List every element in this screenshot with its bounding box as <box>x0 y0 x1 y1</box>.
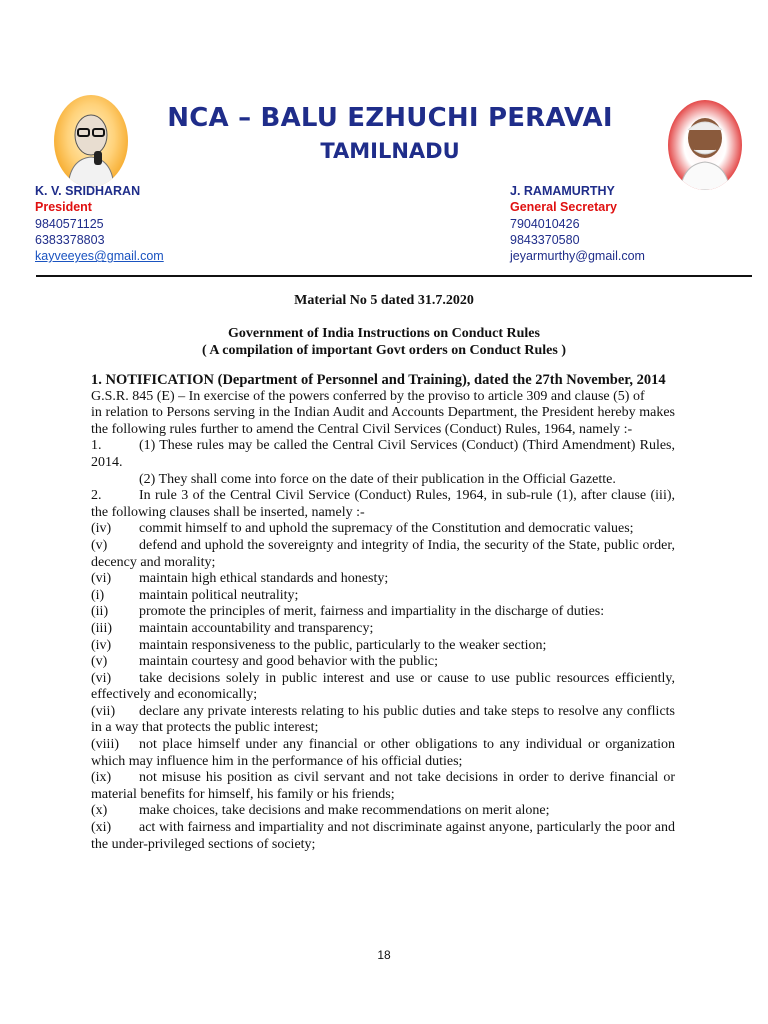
material-number: Material No 5 dated 31.7.2020 <box>294 293 474 308</box>
clause-number: (xi) <box>91 820 112 836</box>
secretary-phone-1: 7904010426 <box>510 216 580 231</box>
clause-number: (v) <box>91 537 108 553</box>
secretary-phone-2: 9843370580 <box>510 232 580 247</box>
clause-item <box>91 638 675 655</box>
clause-number: (iv) <box>91 521 112 537</box>
clause-item <box>91 621 675 638</box>
clause-item <box>91 571 675 588</box>
clause-text: make choices, take decisions and make recommendations on merit alone; <box>139 803 550 819</box>
clause-text: not place himself under any financial or other obligations to any individual or organization which may influence him in the performance of his official duties; <box>91 737 675 769</box>
secretary-role: General Secretary <box>510 200 618 215</box>
relation-paragraph: in relation to Persons serving in the Indian Audit and Accounts Department, the President hereby makes the following rules further to amend the Central Civil Services (Conduct) Rules, 1964, namely :- <box>91 405 675 437</box>
clause-number: (vi) <box>91 571 112 587</box>
clause-text: maintain courtesy and good behavior with the public; <box>139 654 438 670</box>
secretary-contact <box>510 183 645 264</box>
clause-number: (iii) <box>91 620 112 636</box>
notification-heading: 1. NOTIFICATION (Department of Personnel and Training), dated the 27th November, 2014 <box>91 372 666 388</box>
clause-item <box>91 820 675 853</box>
rule-number: 1. <box>91 438 102 454</box>
rule-2 <box>91 488 675 521</box>
document-title-line-2: ( A compilation of important Govt orders on Conduct Rules ) <box>202 343 566 358</box>
clause-text: declare any private interests relating to his public duties and take steps to resolve any conflicts in a way that protects the public interest; <box>91 703 675 736</box>
org-title: NCA – BALU EZHUCHI PERAVAI <box>167 103 613 133</box>
clause-item <box>91 803 675 820</box>
president-name: K. V. SRIDHARAN <box>35 184 141 198</box>
clause-text: maintain political neutrality; <box>139 587 299 603</box>
clause-text: promote the principles of merit, fairness and impartiality in the discharge of duties: <box>139 604 605 620</box>
page-number: 18 <box>377 948 391 962</box>
clause-item <box>91 588 675 605</box>
president-role: President <box>35 200 92 215</box>
clause-text: maintain high ethical standards and honesty; <box>139 571 389 587</box>
clause-item <box>91 604 675 621</box>
clause-number: (vii) <box>91 703 116 719</box>
gsr-paragraph: G.S.R. 845 (E) – In exercise of the powers conferred by the proviso to article 309 and clause (5) of <box>91 388 645 404</box>
clause-item <box>91 770 675 803</box>
clause-item <box>91 538 675 571</box>
clause-number: (v) <box>91 654 108 670</box>
clause-item <box>91 654 675 671</box>
clause-item <box>91 737 675 770</box>
secretary-name: J. RAMAMURTHY <box>510 184 615 198</box>
clause-text: take decisions solely in public interest and use or cause to use public resources efficiently, effectively and economically; <box>91 670 675 703</box>
rule-text: (1) These rules may be called the Central Civil Services (Conduct) (Third Amendment) Rules, 2014. <box>91 438 675 470</box>
header-divider <box>36 275 752 277</box>
clause-text: not misuse his position as civil servant and not take decisions in order to derive financial or material benefits for himself, his family or his friends; <box>91 770 675 802</box>
clause-item <box>91 704 675 737</box>
rule-1-sub-2: (2) They shall come into force on the date of their publication in the Official Gazette. <box>139 471 616 487</box>
president-phone-1: 9840571125 <box>35 216 104 231</box>
clause-item <box>91 521 675 538</box>
secretary-email: jeyarmurthy@gmail.com <box>510 249 645 264</box>
clause-number: (i) <box>91 587 105 603</box>
president-phone-2: 6383378803 <box>35 232 105 247</box>
clause-number: (iv) <box>91 637 112 653</box>
rule-text: In rule 3 of the Central Civil Service (Conduct) Rules, 1964, in sub-rule (1), after clause (iii), the following clauses shall be inserted, namely :- <box>91 488 675 520</box>
clause-text: maintain responsiveness to the public, particularly to the weaker section; <box>139 637 547 653</box>
document-title <box>0 325 768 359</box>
rule-number: 2. <box>91 488 102 504</box>
clause-number: (x) <box>91 803 108 819</box>
president-email-link[interactable]: kayveeyes@gmail.com <box>35 249 164 264</box>
clause-number: (ix) <box>91 770 112 786</box>
clause-text: commit himself to and uphold the supremacy of the Constitution and democratic values; <box>139 521 634 537</box>
clause-text: act with fairness and impartiality and not discriminate against anyone, particularly the poor and the under-privileged sections of society; <box>91 820 675 852</box>
org-subtitle: TAMILNADU <box>320 139 460 163</box>
document-body <box>91 372 675 853</box>
clause-list <box>91 521 675 853</box>
document-title-line-1: Government of India Instructions on Conduct Rules <box>228 326 540 341</box>
clause-text: defend and uphold the sovereignty and integrity of India, the security of the State, public order, decency and morality; <box>91 537 675 570</box>
clause-number: (ii) <box>91 604 109 620</box>
clause-text: maintain accountability and transparency; <box>139 620 374 636</box>
president-contact <box>35 183 164 264</box>
rule-1 <box>91 438 675 471</box>
clause-number: (viii) <box>91 737 119 753</box>
clause-item <box>91 671 675 704</box>
clause-number: (vi) <box>91 670 112 686</box>
